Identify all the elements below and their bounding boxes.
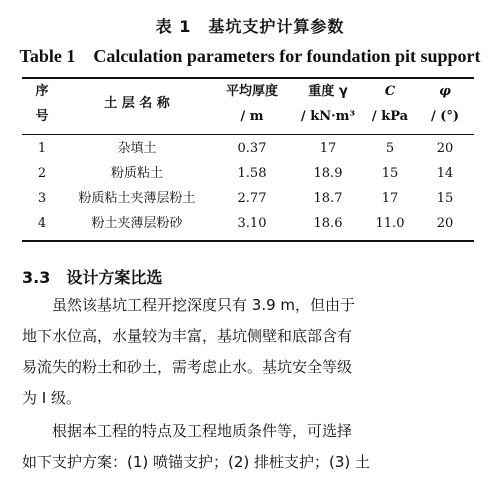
header-no-line2: 号 <box>35 109 49 124</box>
table-cell-thickness: 2.77 <box>237 191 267 206</box>
header-phi-line2: / (°) <box>430 109 460 124</box>
paragraph-2 <box>22 416 482 478</box>
table-cell-gamma: 17 <box>319 141 337 156</box>
table-cell-c: 17 <box>381 191 399 206</box>
table-cell-gamma: 18.7 <box>313 191 343 206</box>
table-cell-no: 2 <box>37 166 47 181</box>
header-thickness-line1: 平均厚度 <box>225 84 278 99</box>
table-caption-chinese: 表 1 基坑支护计算参数 <box>155 17 345 36</box>
table-cell-c: 11.0 <box>375 216 405 231</box>
table-cell-soil-name: 杂填土 <box>117 141 157 156</box>
paragraph-line: 根据本工程的特点及工程地质条件等，可选择 <box>22 422 353 440</box>
table-cell-no: 3 <box>37 191 47 206</box>
paragraph-line: 为 Ⅰ 级。 <box>22 389 81 407</box>
header-gamma-line2: / kN·m³ <box>300 109 356 124</box>
table-cell-gamma: 18.9 <box>313 166 343 181</box>
table-cell-soil-name: 粉质粘土夹薄层粉土 <box>78 191 196 206</box>
header-soil-name: 土 层 名 称 <box>104 96 170 111</box>
table-cell-soil-name: 粉质粘土 <box>110 166 163 181</box>
header-gamma-line1: 重度 γ <box>308 84 348 99</box>
paragraph-line: 如下支护方案：(1) 喷锚支护；(2) 排桩支护；(3) 土 <box>22 453 371 471</box>
table-cell-no: 4 <box>37 216 47 231</box>
paragraph-line: 易流失的粉土和砂土，需考虑止水。基坑安全等级 <box>22 358 353 376</box>
header-phi-line1: φ <box>439 84 451 99</box>
table-bottom-rule <box>22 240 474 242</box>
paragraph-line: 地下水位高，水量较为丰富，基坑侧壁和底部含有 <box>22 327 353 345</box>
table-header-rule <box>22 134 474 135</box>
table-cell-phi: 15 <box>436 191 454 206</box>
section-heading: 3.3 设计方案比选 <box>22 268 163 287</box>
table-cell-phi: 14 <box>436 166 454 181</box>
table-cell-soil-name: 粉土夹薄层粉砂 <box>91 216 183 231</box>
table-cell-gamma: 18.6 <box>313 216 343 231</box>
table-cell-thickness: 3.10 <box>237 216 267 231</box>
header-thickness-line2: / m <box>240 109 264 124</box>
paragraph-line: 虽然该基坑工程开挖深度只有 3.9 m，但由于 <box>22 296 356 314</box>
table-cell-phi: 20 <box>436 141 454 156</box>
header-c-line2: / kPa <box>371 109 409 124</box>
table-cell-no: 1 <box>37 141 47 156</box>
table-top-rule <box>22 77 474 79</box>
table-cell-phi: 20 <box>436 216 454 231</box>
table-cell-thickness: 0.37 <box>237 141 267 156</box>
table-cell-c: 15 <box>381 166 399 181</box>
paragraph-1 <box>22 290 482 414</box>
table-cell-thickness: 1.58 <box>237 166 267 181</box>
table-cell-c: 5 <box>385 141 395 156</box>
header-c-line1: C <box>384 84 396 99</box>
table-caption-english: Table 1 Calculation parameters for foundation pit support <box>19 46 481 66</box>
header-no-line1: 序 <box>35 84 49 99</box>
